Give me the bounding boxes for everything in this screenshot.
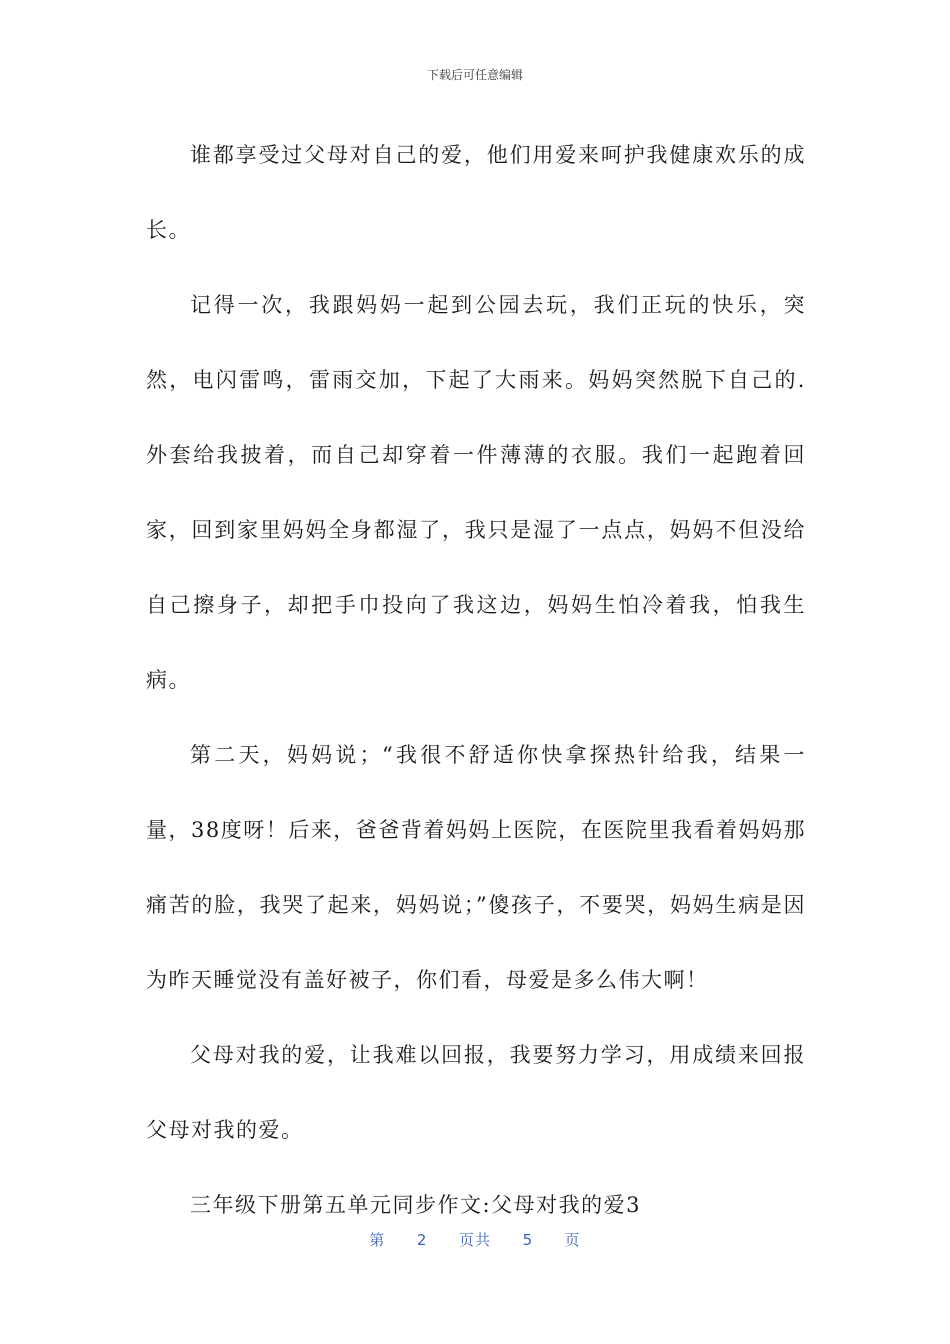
footer-mid: 页共 (458, 1231, 491, 1249)
paragraph-next-day: 第二天，妈妈说；“我很不舒适你快拿探热针给我，结果一量，38度呀！后来，爸爸背着妈妈上医院，在医院里我看着妈妈那痛苦的脸，我哭了起来，妈妈说；”傻孩子，不要哭，妈妈生病是因为昨天睡觉没有盖好被子，你们看，母爱是多么伟大啊！ (146, 743, 806, 992)
paragraph-park-story: 记得一次，我跟妈妈一起到公园去玩，我们正玩的快乐，突然，电闪雷鸣，雷雨交加，下起了大雨来。妈妈突然脱下自己的.外套给我披着，而自己却穿着一件薄薄的衣服。我们一起跑着回家，回到家里妈妈全身都湿了，我只是湿了一点点，妈妈不但没给自己擦身子，却把手巾投向了我这边，妈妈生怕冷着我，怕我生病。 (146, 293, 806, 692)
document-body (146, 118, 806, 1243)
footer-suffix: 页 (564, 1231, 581, 1249)
footer-prefix: 第 (369, 1231, 386, 1249)
page-footer (0, 1229, 950, 1250)
paragraph-next-title: 三年级下册第五单元同步作文:父母对我的爱3 (190, 1193, 641, 1217)
footer-total-pages: 5 (522, 1231, 534, 1249)
page-header: 下载后可任意编辑 (426, 68, 523, 82)
paragraph-intro: 谁都享受过父母对自己的爱，他们用爱来呵护我健康欢乐的成长。 (146, 143, 806, 242)
paragraph-conclusion: 父母对我的爱，让我难以回报，我要努力学习，用成绩来回报父母对我的爱。 (146, 1043, 806, 1142)
footer-current-page: 2 (416, 1231, 428, 1249)
